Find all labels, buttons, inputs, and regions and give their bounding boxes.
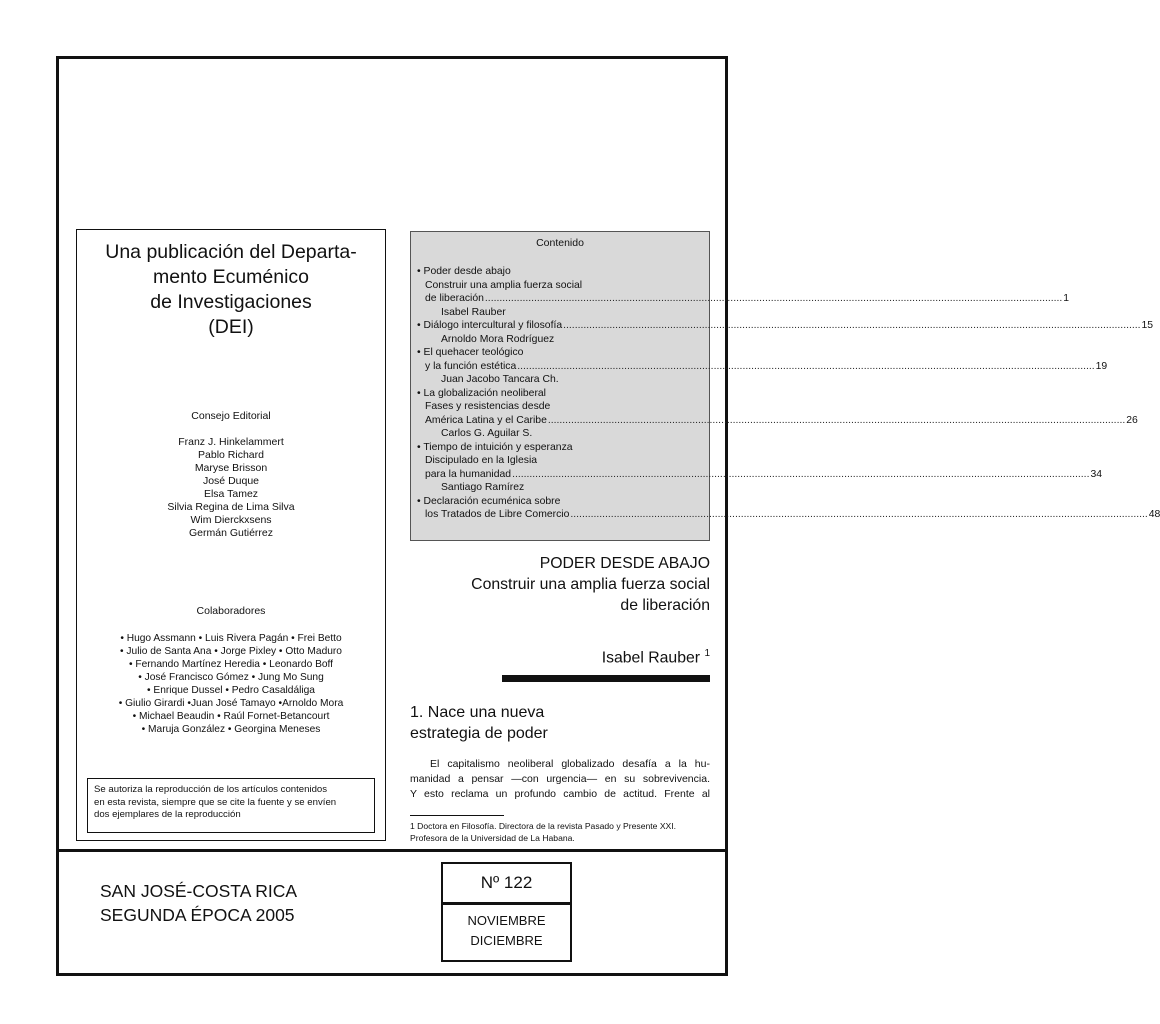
colaboradores-line: • Enrique Dussel • Pedro Casaldáliga	[147, 685, 315, 696]
toc-leader: ........................................................................................................................................................................................................	[570, 509, 1148, 520]
consejo-member: Germán Gutiérrez	[188, 527, 274, 539]
toc-author	[417, 306, 699, 320]
footnote-line: Profesora de la Universidad de La Habana.	[410, 833, 575, 843]
author-rule	[502, 675, 710, 682]
contents-title: Contenido	[536, 237, 584, 249]
toc-entry[interactable]	[417, 495, 699, 509]
toc-text: • Declaración ecuménica sobre	[417, 495, 561, 507]
body-line: manidad a pensar —con urgencia— en su sobrevivencia.	[410, 773, 710, 785]
toc-page: 34	[1090, 468, 1103, 480]
toc-text: • La globalización neoliberal	[417, 387, 546, 399]
toc-leader: ........................................................................................................................................................................................................	[484, 293, 1063, 304]
toc-page: 19	[1095, 360, 1108, 372]
toc-text: América Latina y el Caribe	[425, 414, 547, 426]
toc-entry[interactable]	[417, 387, 699, 401]
toc-text: Fases y resistencias desde	[425, 401, 551, 412]
issue-box	[441, 862, 572, 962]
consejo-member: Maryse Brisson	[194, 462, 268, 474]
colaboradores-line: • Hugo Assmann • Luis Rivera Pagán • Frei Betto	[120, 633, 342, 644]
consejo-member: José Duque	[202, 475, 260, 487]
footnote	[410, 820, 715, 844]
toc-entry[interactable]	[417, 279, 699, 293]
consejo-member: Pablo Richard	[198, 449, 264, 461]
publisher-statement	[77, 240, 385, 340]
consejo-member: Wim Dierckxsens	[190, 514, 272, 526]
toc-page: 26	[1126, 414, 1138, 426]
toc-entry[interactable]	[417, 441, 699, 455]
toc-text: y la función estética	[425, 360, 517, 372]
toc-text: de liberación	[425, 293, 484, 304]
toc-page: 48	[1148, 509, 1160, 520]
publisher-line: de Investigaciones	[150, 291, 312, 313]
toc-entry[interactable]	[417, 360, 1108, 374]
notice-line: Se autoriza la reproducción de los artículos contenidos	[94, 784, 328, 795]
toc-author	[417, 481, 699, 495]
toc-text: Arnoldo Mora Rodríguez	[441, 333, 555, 345]
toc-page: 1	[1063, 293, 1070, 304]
footnote-line: 1 Doctora en Filosofía. Directora de la revista Pasado y Presente XXI.	[410, 821, 677, 831]
notice-line: en esta revista, siempre que se cite la fuente y se envíen	[94, 796, 337, 808]
issue-month: DICIEMBRE	[470, 933, 543, 948]
colaboradores-line: • Fernando Martínez Heredia • Leonardo Boff	[128, 659, 334, 670]
toc-leader: ........................................................................................................................................................................................................	[563, 320, 1141, 331]
colaboradores-line: • Michael Beaudin • Raúl Fornet-Betancourt	[132, 711, 330, 722]
toc-entry[interactable]	[417, 400, 699, 414]
toc-text: Isabel Rauber	[441, 306, 506, 318]
toc-entry[interactable]	[417, 468, 1103, 482]
consejo-member: Franz J. Hinkelammert	[178, 436, 284, 448]
toc-leader: ........................................................................................................................................................................................................	[512, 468, 1090, 480]
toc-text: Carlos G. Aguilar S.	[441, 428, 533, 439]
issue-months	[443, 911, 570, 951]
publisher-line: Una publicación del Departa-	[105, 241, 357, 263]
article-author	[400, 648, 710, 667]
body-line: Y esto reclama un profundo cambio de actitud. Frente al	[410, 788, 710, 800]
section-heading-line: estrategia de poder	[410, 725, 548, 742]
table-of-contents	[417, 265, 1160, 522]
consejo-list	[77, 436, 385, 540]
colaboradores-line: • José Francisco Gómez • Jung Mo Sung	[138, 672, 324, 683]
toc-entry[interactable]	[417, 414, 1138, 428]
footnote-rule	[410, 815, 504, 816]
article-title-line: Construir una amplia fuerza social	[471, 576, 710, 593]
toc-page: 15	[1141, 320, 1154, 331]
toc-author	[417, 373, 699, 387]
colaboradores-line: • Maruja González • Georgina Meneses	[141, 724, 321, 735]
contents-box	[410, 231, 1160, 541]
toc-text: • Poder desde abajo	[417, 266, 511, 277]
toc-leader: ........................................................................................................................................................................................................	[517, 360, 1095, 372]
toc-entry[interactable]	[417, 454, 699, 468]
article-body	[410, 757, 710, 802]
toc-text: • Diálogo intercultural y filosofía	[417, 320, 563, 331]
body-line: El capitalismo neoliberal globalizado desafía a la hu-	[430, 758, 710, 770]
imprint-line: SEGUNDA ÉPOCA 2005	[100, 905, 295, 925]
toc-entry[interactable]	[417, 292, 1070, 306]
issue-number: Nº 122	[480, 873, 533, 892]
toc-text: los Tratados de Libre Comercio	[425, 509, 570, 520]
imprint-line: SAN JOSÉ-COSTA RICA	[100, 881, 298, 901]
toc-text: • Tiempo de intuición y esperanza	[417, 441, 573, 453]
toc-author	[417, 333, 699, 347]
author-footnote-ref[interactable]: 1	[704, 648, 710, 659]
colaboradores-line: • Giulio Girardi •Juan José Tamayo •Arnoldo Mora	[118, 698, 344, 709]
publisher-line: (DEI)	[208, 316, 254, 338]
masthead-box	[76, 229, 386, 841]
toc-entry[interactable]	[417, 346, 699, 360]
toc-entry[interactable]	[417, 265, 699, 279]
imprint	[100, 879, 297, 927]
colaboradores-list	[77, 632, 385, 736]
consejo-title: Consejo Editorial	[191, 410, 271, 422]
toc-text: Juan Jacobo Tancara Ch.	[441, 374, 559, 385]
toc-text: para la humanidad	[425, 468, 512, 480]
toc-text: Discipulado en la Iglesia	[425, 455, 538, 466]
toc-text: Construir una amplia fuerza social	[425, 279, 583, 291]
consejo-member: Elsa Tamez	[203, 488, 259, 500]
section-heading	[410, 702, 710, 744]
author-name: Isabel Rauber	[601, 649, 701, 667]
section-heading-line: 1. Nace una nueva	[410, 704, 545, 721]
article-title-line: de liberación	[620, 597, 710, 614]
article-title-line: PODER DESDE ABAJO	[539, 555, 710, 572]
toc-text: • El quehacer teológico	[417, 347, 524, 358]
reproduction-notice	[87, 778, 375, 833]
publisher-line: mento Ecuménico	[152, 266, 310, 288]
toc-author	[417, 427, 699, 441]
issue-month: NOVIEMBRE	[467, 913, 546, 928]
toc-text: Santiago Ramírez	[441, 482, 525, 493]
consejo-member: Silvia Regina de Lima Silva	[167, 501, 295, 513]
colaboradores-line: • Julio de Santa Ana • Jorge Pixley • Otto Maduro	[120, 646, 342, 657]
notice-line: dos ejemplares de la reproducción	[94, 809, 241, 820]
toc-entry[interactable]	[417, 319, 1154, 333]
toc-leader: ........................................................................................................................................................................................................	[547, 414, 1126, 426]
colaboradores-title: Colaboradores	[196, 605, 266, 617]
article-title	[400, 553, 710, 616]
footer-divider	[56, 849, 728, 852]
issue-box-divider	[443, 902, 570, 905]
toc-entry[interactable]	[417, 508, 1160, 522]
